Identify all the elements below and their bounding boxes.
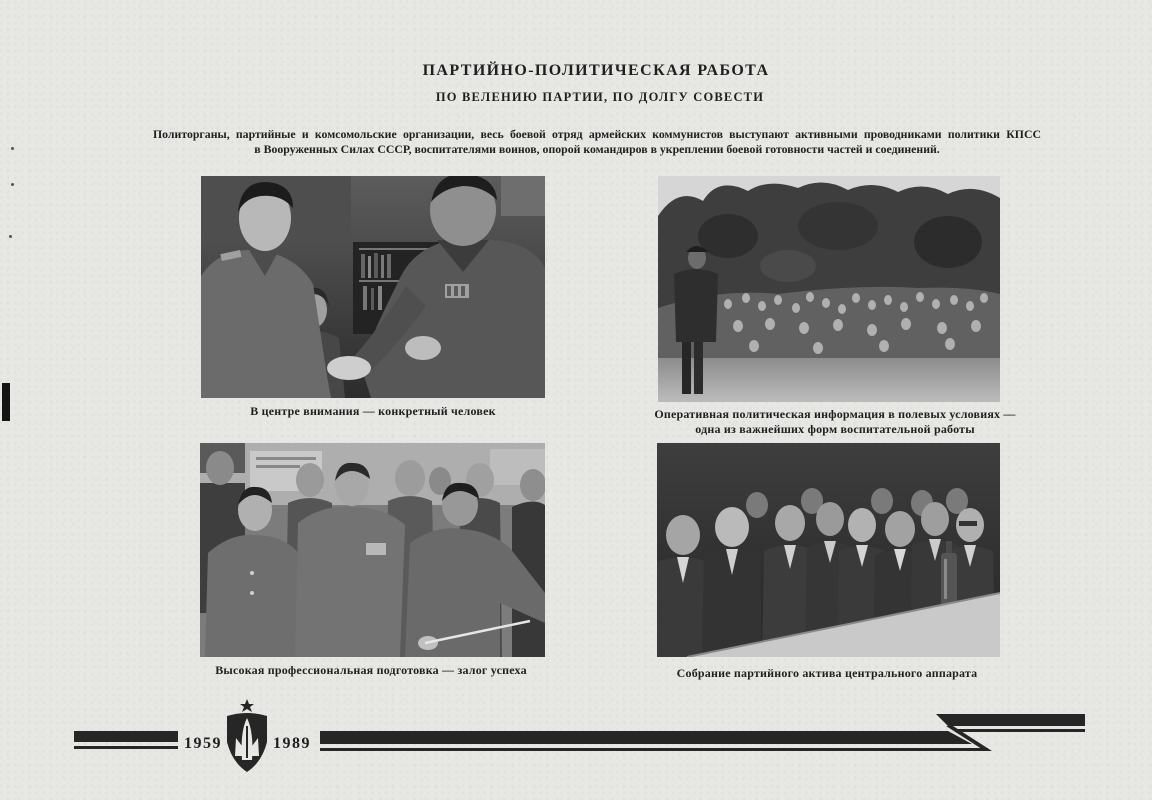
year-end: 1989 xyxy=(273,735,311,752)
scan-dot xyxy=(9,235,12,238)
page-subtitle: ПО ВЕЛЕНИЮ ПАРТИИ, ПО ДОЛГУ СОВЕСТИ xyxy=(435,90,765,104)
footer-stripes xyxy=(0,690,1152,790)
caption-line: Высокая профессиональная подготовка — залог успеха xyxy=(215,663,527,677)
page-title: ПАРТИЙНО-ПОЛИТИЧЕСКАЯ РАБОТА xyxy=(422,62,770,79)
photo-award-handshake xyxy=(201,176,545,398)
caption-line: Оперативная политическая информация в полевых условиях — xyxy=(654,407,1016,421)
handshake xyxy=(327,356,371,380)
photo-field-political-briefing xyxy=(658,176,1000,402)
photo-party-activists-meeting xyxy=(657,443,1000,657)
year-start: 1959 xyxy=(184,735,222,752)
photo-caption xyxy=(173,404,573,419)
photo-professional-training xyxy=(200,443,545,657)
grass xyxy=(658,358,1000,402)
caption-line: Собрание партийного актива центрального аппарата xyxy=(676,666,978,680)
shield-star-emblem-icon xyxy=(224,698,270,774)
left-stripe-thin xyxy=(74,746,178,749)
scan-dot xyxy=(11,147,14,150)
upper-stripe-thick xyxy=(936,714,1085,726)
intro-text-line: Политорганы, партийные и комсомольские организации, весь боевой отряд армейских коммунистов выступают активными проводниками политики КПСС xyxy=(153,127,1041,141)
caption-line: одна из важнейших форм воспитательной работы xyxy=(695,422,975,436)
scan-dot xyxy=(11,183,14,186)
caption-line: В центре внимания — конкретный человек xyxy=(250,404,496,418)
upper-stripe-thin xyxy=(958,729,1085,732)
main-stripe-thin xyxy=(320,748,988,751)
photo-caption xyxy=(627,666,1027,681)
photo-caption xyxy=(615,407,1055,437)
intro-text-line: в Вооруженных Силах СССР, воспитателями воинов, опорой командиров в укреплении боевой готовности частей и соединений. xyxy=(254,142,940,156)
photo-caption xyxy=(171,663,571,678)
hand-on-chest xyxy=(405,336,441,360)
main-stripe-thick xyxy=(320,731,972,744)
scan-edge-mark xyxy=(2,383,10,421)
left-stripe-thick xyxy=(74,731,178,742)
